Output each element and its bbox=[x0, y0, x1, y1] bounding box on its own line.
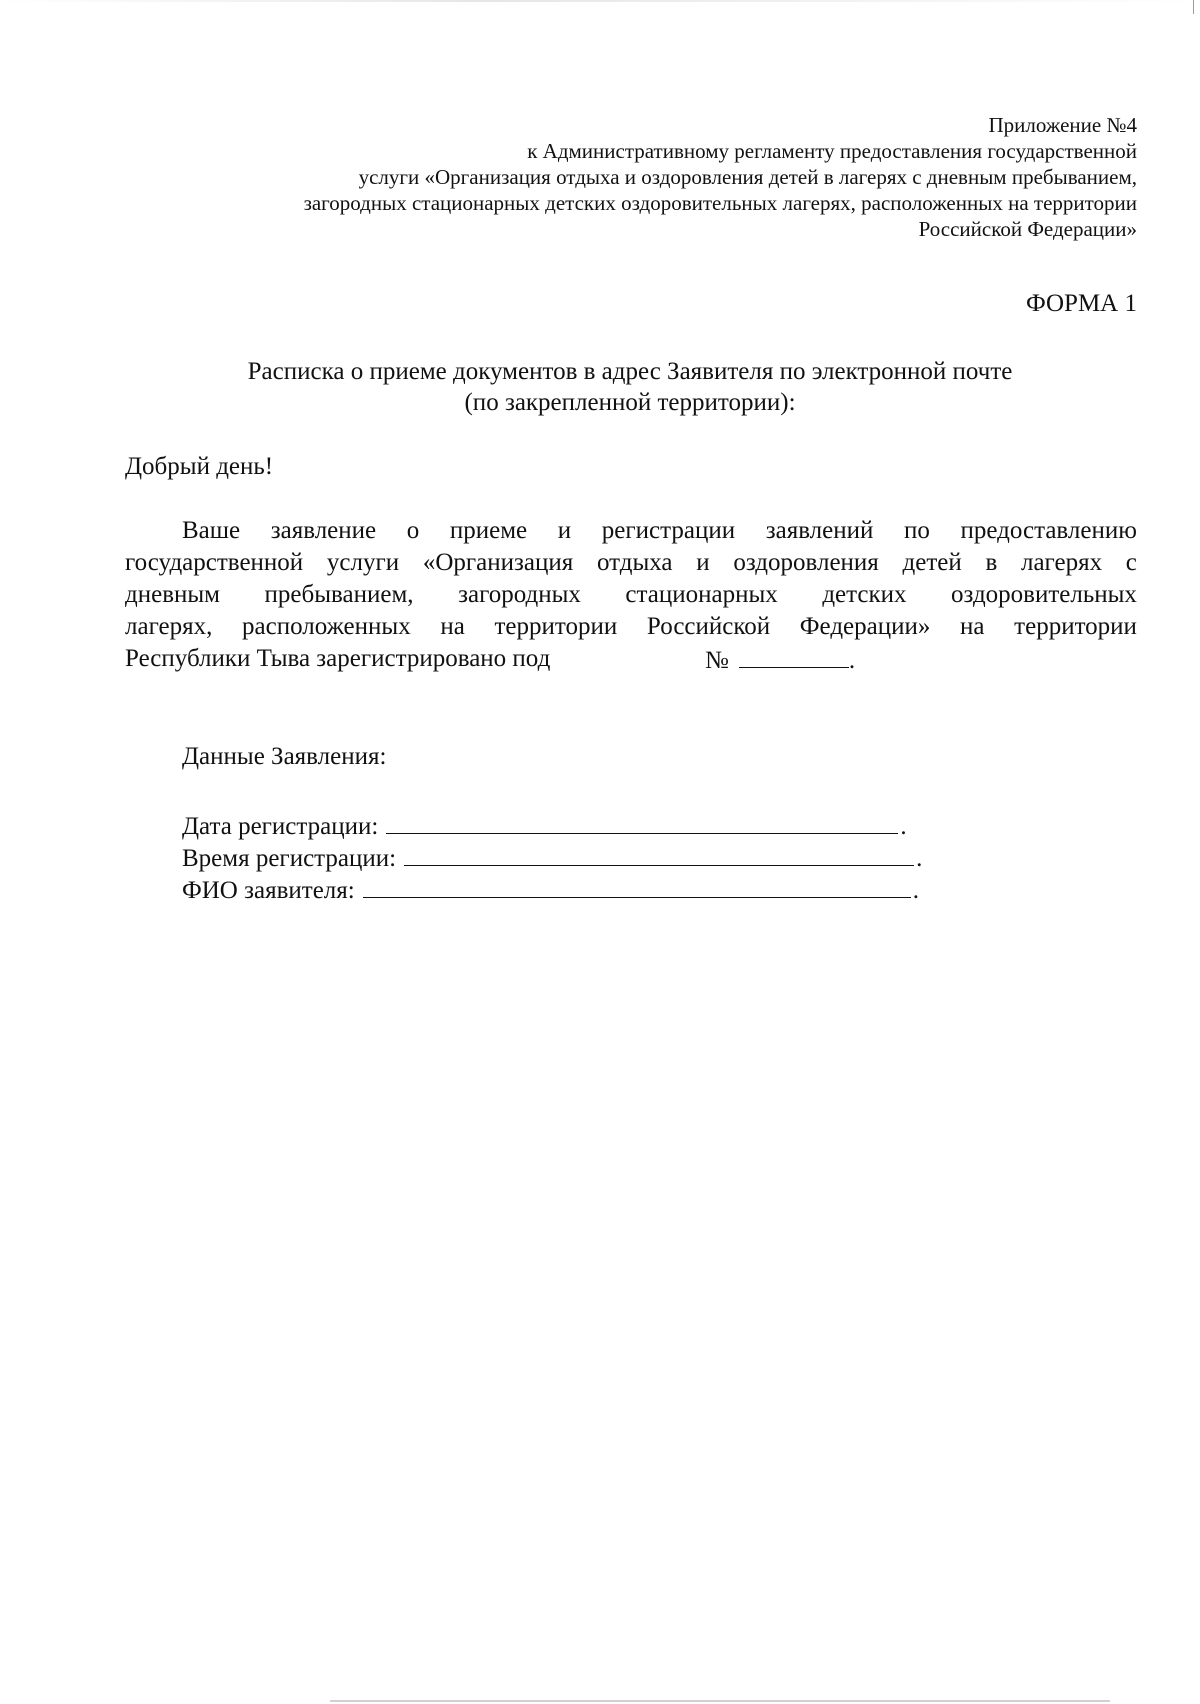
body-paragraph bbox=[125, 515, 1137, 675]
end-punctuation: . bbox=[848, 647, 856, 674]
body-word: государственной bbox=[125, 549, 304, 576]
body-last-line bbox=[125, 643, 1137, 675]
field-end: . bbox=[912, 877, 919, 904]
body-line bbox=[125, 515, 1137, 547]
field-blank bbox=[386, 811, 898, 834]
document-title-line: Расписка о приеме документов в адрес Заявителя по электронной почте bbox=[247, 358, 1013, 385]
greeting: Добрый день! bbox=[125, 453, 274, 480]
body-word: по bbox=[904, 517, 930, 544]
body-word: отдыха bbox=[596, 549, 673, 576]
body-line bbox=[125, 579, 1137, 611]
body-word: лагерях, bbox=[125, 613, 213, 640]
field-applicant-name bbox=[182, 875, 919, 906]
body-word: услуги bbox=[326, 549, 400, 576]
field-label: Время регистрации: bbox=[182, 845, 397, 872]
field-blank bbox=[404, 843, 914, 866]
appendix-line: Российской Федерации» bbox=[918, 217, 1137, 241]
body-word: и bbox=[696, 549, 710, 576]
body-word: на bbox=[440, 613, 465, 640]
body-word: загородных bbox=[458, 581, 581, 608]
body-word: лагерях bbox=[1020, 549, 1103, 576]
body-line bbox=[125, 547, 1137, 579]
field-label: Дата регистрации: bbox=[182, 813, 379, 840]
body-word: оздоровительных bbox=[951, 581, 1137, 608]
body-word: детей bbox=[902, 549, 962, 576]
document-title bbox=[120, 356, 1140, 418]
document-title-line: (по закрепленной территории): bbox=[464, 389, 796, 416]
form-label: ФОРМА 1 bbox=[1025, 290, 1137, 317]
body-word: приеме bbox=[449, 517, 528, 544]
data-section-heading: Данные Заявления: bbox=[182, 743, 387, 770]
body-word: пребыванием, bbox=[264, 581, 414, 608]
registration-number-blank bbox=[739, 643, 849, 668]
body-word: заявлений bbox=[765, 517, 874, 544]
body-word: дневным bbox=[125, 581, 220, 608]
body-word: территории bbox=[494, 613, 618, 640]
field-end: . bbox=[916, 845, 923, 872]
field-registration-time bbox=[182, 843, 922, 874]
body-word: оздоровления bbox=[733, 549, 879, 576]
appendix-line: услуги «Организация отдыха и оздоровления детей в лагерях с дневным пребыванием, bbox=[358, 165, 1137, 189]
body-line-text: Республики Тыва зарегистрировано под bbox=[125, 645, 551, 672]
scan-edge-mark bbox=[1193, 0, 1194, 14]
body-word: на bbox=[960, 613, 985, 640]
body-word: в bbox=[985, 549, 998, 576]
body-word: детских bbox=[822, 581, 907, 608]
body-word: стационарных bbox=[625, 581, 778, 608]
body-word: «Организация bbox=[422, 549, 574, 576]
body-word: Ваше bbox=[182, 517, 241, 544]
body-line bbox=[125, 611, 1137, 643]
body-word: предоставлению bbox=[960, 517, 1137, 544]
field-blank bbox=[363, 875, 911, 898]
body-word: территории bbox=[1014, 613, 1137, 640]
body-word: расположенных bbox=[242, 613, 411, 640]
body-word: заявление bbox=[270, 517, 377, 544]
field-end: . bbox=[900, 813, 907, 840]
scan-edge-bottom bbox=[330, 1700, 1110, 1702]
field-label: ФИО заявителя: bbox=[182, 877, 355, 904]
appendix-line: загородных стационарных детских оздоровительных лагерях, расположенных на территории bbox=[303, 191, 1137, 215]
body-word: и bbox=[557, 517, 572, 544]
body-word: Федерации» bbox=[799, 613, 931, 640]
number-sign: № bbox=[705, 647, 729, 674]
body-word: о bbox=[406, 517, 420, 544]
scan-edge-top bbox=[0, 0, 1200, 2]
body-word: Российской bbox=[646, 613, 771, 640]
appendix-line: Приложение №4 bbox=[988, 113, 1137, 137]
body-word: регистрации bbox=[601, 517, 736, 544]
appendix-line: к Административному регламенту предоставления государственной bbox=[527, 139, 1137, 163]
registration-number bbox=[705, 643, 855, 677]
appendix-reference bbox=[137, 112, 1137, 242]
body-word: с bbox=[1125, 549, 1137, 576]
field-registration-date bbox=[182, 811, 907, 842]
